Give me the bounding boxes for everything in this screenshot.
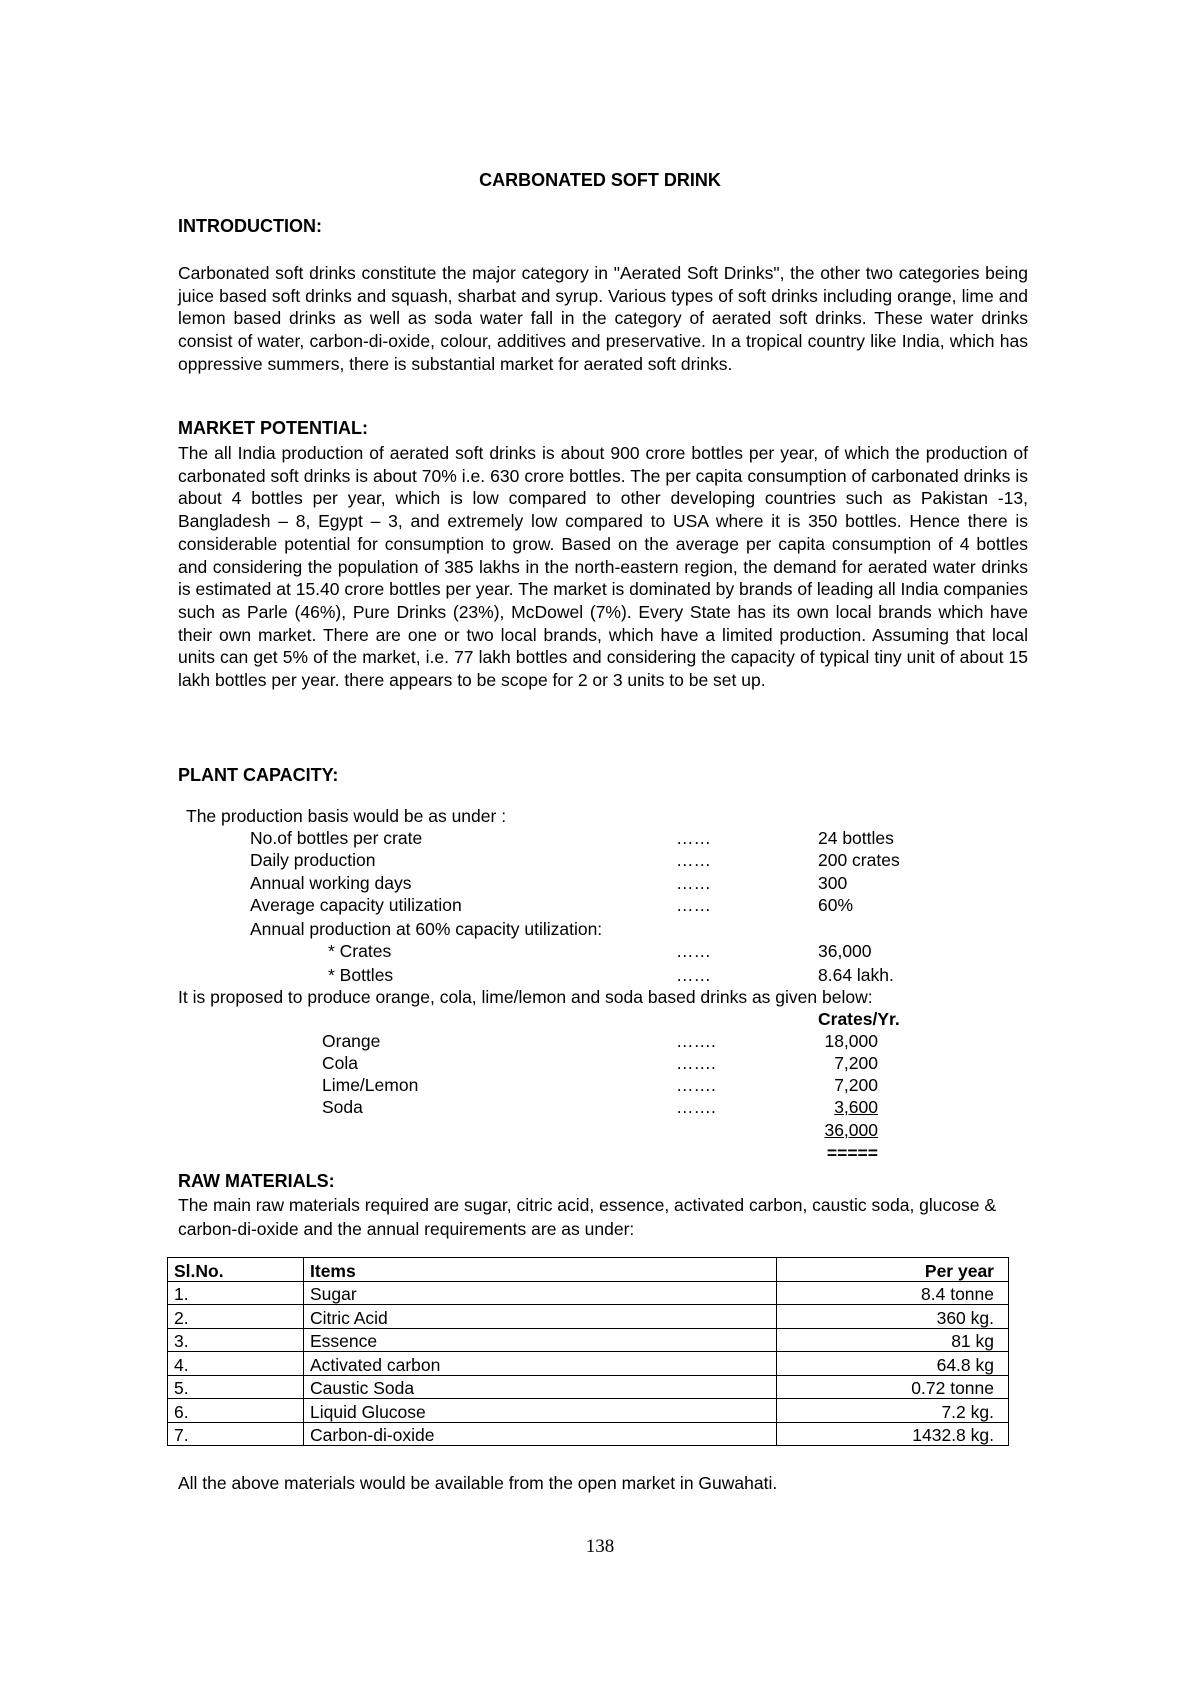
basis-item-value: 300: [818, 873, 848, 893]
table-cell: 360 kg.: [777, 1305, 1009, 1329]
market-potential-text: The all India production of aerated soft drinks is about 900 crore bottles per year, of which the production of carbonated soft drinks is about 70% i.e. 630 crore bottles. The per capita consumption of carbonated drinks is about 4 bottles per year, which is low compared to other developing countries such as Pakistan -13, Bangladesh – 8, Egypt – 3, and extremely low compared to USA where it is 350 bottles. Hence there is considerable potential for consumption to grow. Based on the average per capita consumption of 4 bottles and considering the population of 385 lakhs in the north-eastern region, the demand for aerated water drinks is estimated at 15.40 crore bottles per year. The market is dominated by brands of leading all India companies such as Parle (46%), Pure Drinks (23%), McDowel (7%). Every State has its own local brands which have their own market. There are one or two local brands, which have a limited production. Assuming that local units can get 5% of the market, i.e. 77 lakh bottles and considering the capacity of typical tiny unit of about 15 lakh bottles per year. there appears to be scope for 2 or 3 units to be set up.: [178, 443, 1028, 691]
drink-dots: …….: [676, 1031, 716, 1051]
table-row: [168, 1399, 1009, 1423]
annual-item-label: * Bottles: [328, 965, 394, 985]
basis-item-dots: ……: [676, 895, 711, 915]
page-title: CARBONATED SOFT DRINK: [479, 170, 721, 190]
availability-note: All the above materials would be available from the open market in Guwahati.: [178, 1473, 778, 1493]
raw-materials-text: The main raw materials required are sugar, citric acid, essence, activated carbon, caustic soda, glucose & carbon-di-oxide and the annual requirements are as under:: [178, 1195, 997, 1239]
annual-item-label: * Crates: [328, 941, 392, 961]
market-potential-heading: MARKET POTENTIAL:: [178, 418, 368, 438]
basis-item-dots: ……: [676, 850, 711, 870]
basis-item-value: 200 crates: [818, 850, 900, 870]
basis-item-label: Daily production: [250, 850, 376, 870]
annual-item-value: 36,000: [818, 941, 872, 961]
table-cell: 2.: [168, 1305, 304, 1329]
table-cell: 7.: [168, 1422, 304, 1446]
table-cell: 1432.8 kg.: [777, 1422, 1009, 1446]
proposal-text: It is proposed to produce orange, cola, lime/lemon and soda based drinks as given below:: [178, 987, 873, 1007]
table-cell: 4.: [168, 1352, 304, 1376]
table-row: [168, 1305, 1009, 1329]
basis-item-value: 24 bottles: [818, 828, 894, 848]
basis-item-dots: ……: [676, 873, 711, 893]
table-cell: Carbon-di-oxide: [304, 1422, 777, 1446]
table-cell: 0.72 tonne: [777, 1375, 1009, 1399]
table-row: [168, 1281, 1009, 1305]
basis-item-label: Annual working days: [250, 873, 412, 893]
table-cell: Caustic Soda: [304, 1375, 777, 1399]
annual-item-dots: ……: [676, 941, 711, 961]
table-cell: 1.: [168, 1281, 304, 1305]
table-cell: Liquid Glucose: [304, 1399, 777, 1423]
drink-label: Orange: [322, 1031, 381, 1051]
basis-item-value: 60%: [818, 895, 854, 915]
drink-dots: …….: [676, 1053, 716, 1073]
drink-dots: …….: [676, 1075, 716, 1095]
introduction-heading: INTRODUCTION:: [178, 216, 322, 236]
table-row: [168, 1352, 1009, 1376]
table-cell: 6.: [168, 1399, 304, 1423]
table-row: [168, 1375, 1009, 1399]
drink-value: 3,600: [834, 1097, 878, 1117]
raw-materials-table: [167, 1257, 1009, 1446]
plant-capacity-heading: PLANT CAPACITY:: [178, 765, 339, 785]
table-cell: 64.8 kg: [777, 1352, 1009, 1376]
basis-item-dots: ……: [676, 828, 711, 848]
table-cell: Citric Acid: [304, 1305, 777, 1329]
introduction-text: Carbonated soft drinks constitute the major category in "Aerated Soft Drinks", the other two categories being juice based soft drinks and squash, sharbat and syrup. Various types of soft drinks including orange, lime and lemon based drinks as well as soda water fall in the category of aerated soft drinks. These water drinks consist of water, carbon-di-oxide, colour, additives and preservative. In a tropical country like India, which has oppressive summers, there is substantial market for aerated soft drinks.: [178, 263, 1028, 374]
table-cell: Essence: [304, 1328, 777, 1352]
column-header: Items: [304, 1258, 777, 1282]
table-header-row: [168, 1258, 1009, 1282]
raw-materials-heading: RAW MATERIALS:: [178, 1171, 335, 1191]
drink-label: Lime/Lemon: [322, 1075, 419, 1095]
table-cell: 3.: [168, 1328, 304, 1352]
table-cell: 8.4 tonne: [777, 1281, 1009, 1305]
crates-header: Crates/Yr.: [818, 1009, 900, 1029]
column-header: Sl.No.: [168, 1258, 304, 1282]
annual-item-value: 8.64 lakh.: [818, 965, 894, 985]
table-row: [168, 1328, 1009, 1352]
table-row: [168, 1422, 1009, 1446]
drink-label: Soda: [322, 1097, 363, 1117]
annual-item-dots: ……: [676, 965, 711, 985]
basis-item-label: No.of bottles per crate: [250, 828, 423, 848]
page-number: 138: [585, 1536, 615, 1557]
basis-item-label: Average capacity utilization: [250, 895, 462, 915]
drink-label: Cola: [322, 1053, 358, 1073]
table-cell: Sugar: [304, 1281, 777, 1305]
drink-dots: …….: [676, 1097, 716, 1117]
drink-value: 7,200: [834, 1053, 878, 1073]
table-cell: Activated carbon: [304, 1352, 777, 1376]
table-cell: 5.: [168, 1375, 304, 1399]
table-cell: 81 kg: [777, 1328, 1009, 1352]
crates-total: 36,000: [824, 1120, 878, 1140]
table-cell: 7.2 kg.: [777, 1399, 1009, 1423]
total-double-line: =====: [826, 1143, 878, 1163]
drink-value: 18,000: [824, 1031, 878, 1051]
column-header: Per year: [777, 1258, 1009, 1282]
drink-value: 7,200: [834, 1075, 878, 1095]
production-basis-intro: The production basis would be as under :: [186, 806, 507, 826]
annual-production-label: Annual production at 60% capacity utilization:: [250, 919, 603, 939]
